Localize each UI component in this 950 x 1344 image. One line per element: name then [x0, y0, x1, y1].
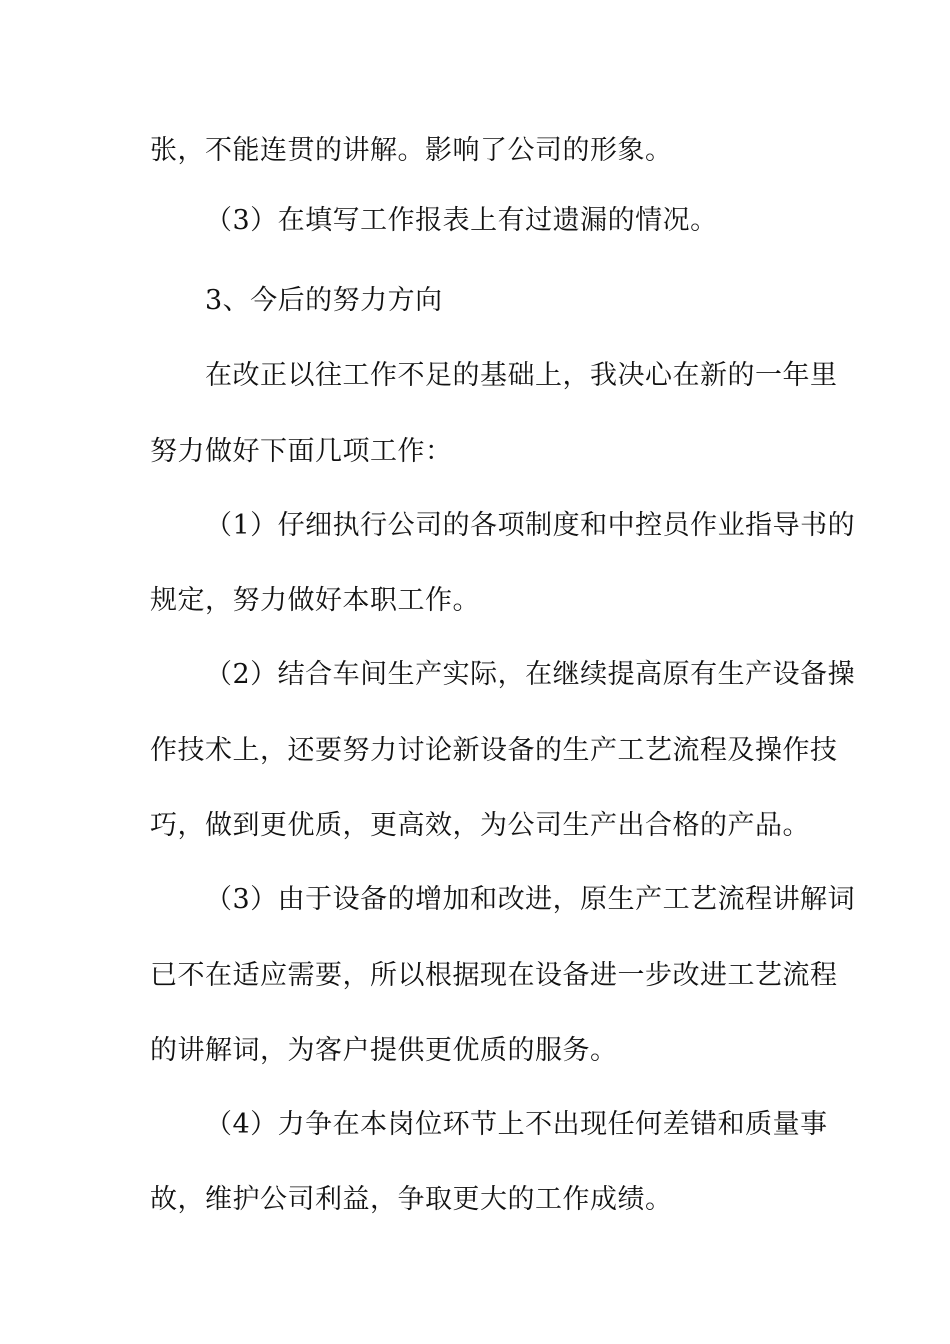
section-heading: 3、今后的努力方向 [205, 285, 443, 316]
list-item-line: 已不在适应需要，所以根据现在设备进一步改进工艺流程 [150, 960, 838, 991]
list-item-line: 的讲解词，为客户提供更优质的服务。 [150, 1035, 618, 1066]
list-item-line: 故，维护公司利益，争取更大的工作成绩。 [150, 1184, 673, 1215]
list-item-line: 作技术上，还要努力讨论新设备的生产工艺流程及操作技 [150, 735, 838, 766]
paragraph-line: 努力做好下面几项工作： [150, 436, 453, 467]
list-item-line: （3）在填写工作报表上有过遗漏的情况。 [205, 205, 718, 236]
list-item-line: 规定，努力做好本职工作。 [150, 585, 480, 616]
list-item-line: （2）结合车间生产实际，在继续提高原有生产设备操 [205, 659, 856, 690]
list-item-line: 巧，做到更优质，更高效，为公司生产出合格的产品。 [150, 810, 810, 841]
paragraph-line: 张，不能连贯的讲解。影响了公司的形象。 [150, 135, 673, 166]
paragraph-line: 在改正以往工作不足的基础上，我决心在新的一年里 [205, 360, 838, 391]
list-item-line: （1）仔细执行公司的各项制度和中控员作业指导书的 [205, 510, 856, 541]
list-item-line: （3）由于设备的增加和改进，原生产工艺流程讲解词 [205, 884, 856, 915]
list-item-line: （4）力争在本岗位环节上不出现任何差错和质量事 [205, 1109, 828, 1140]
